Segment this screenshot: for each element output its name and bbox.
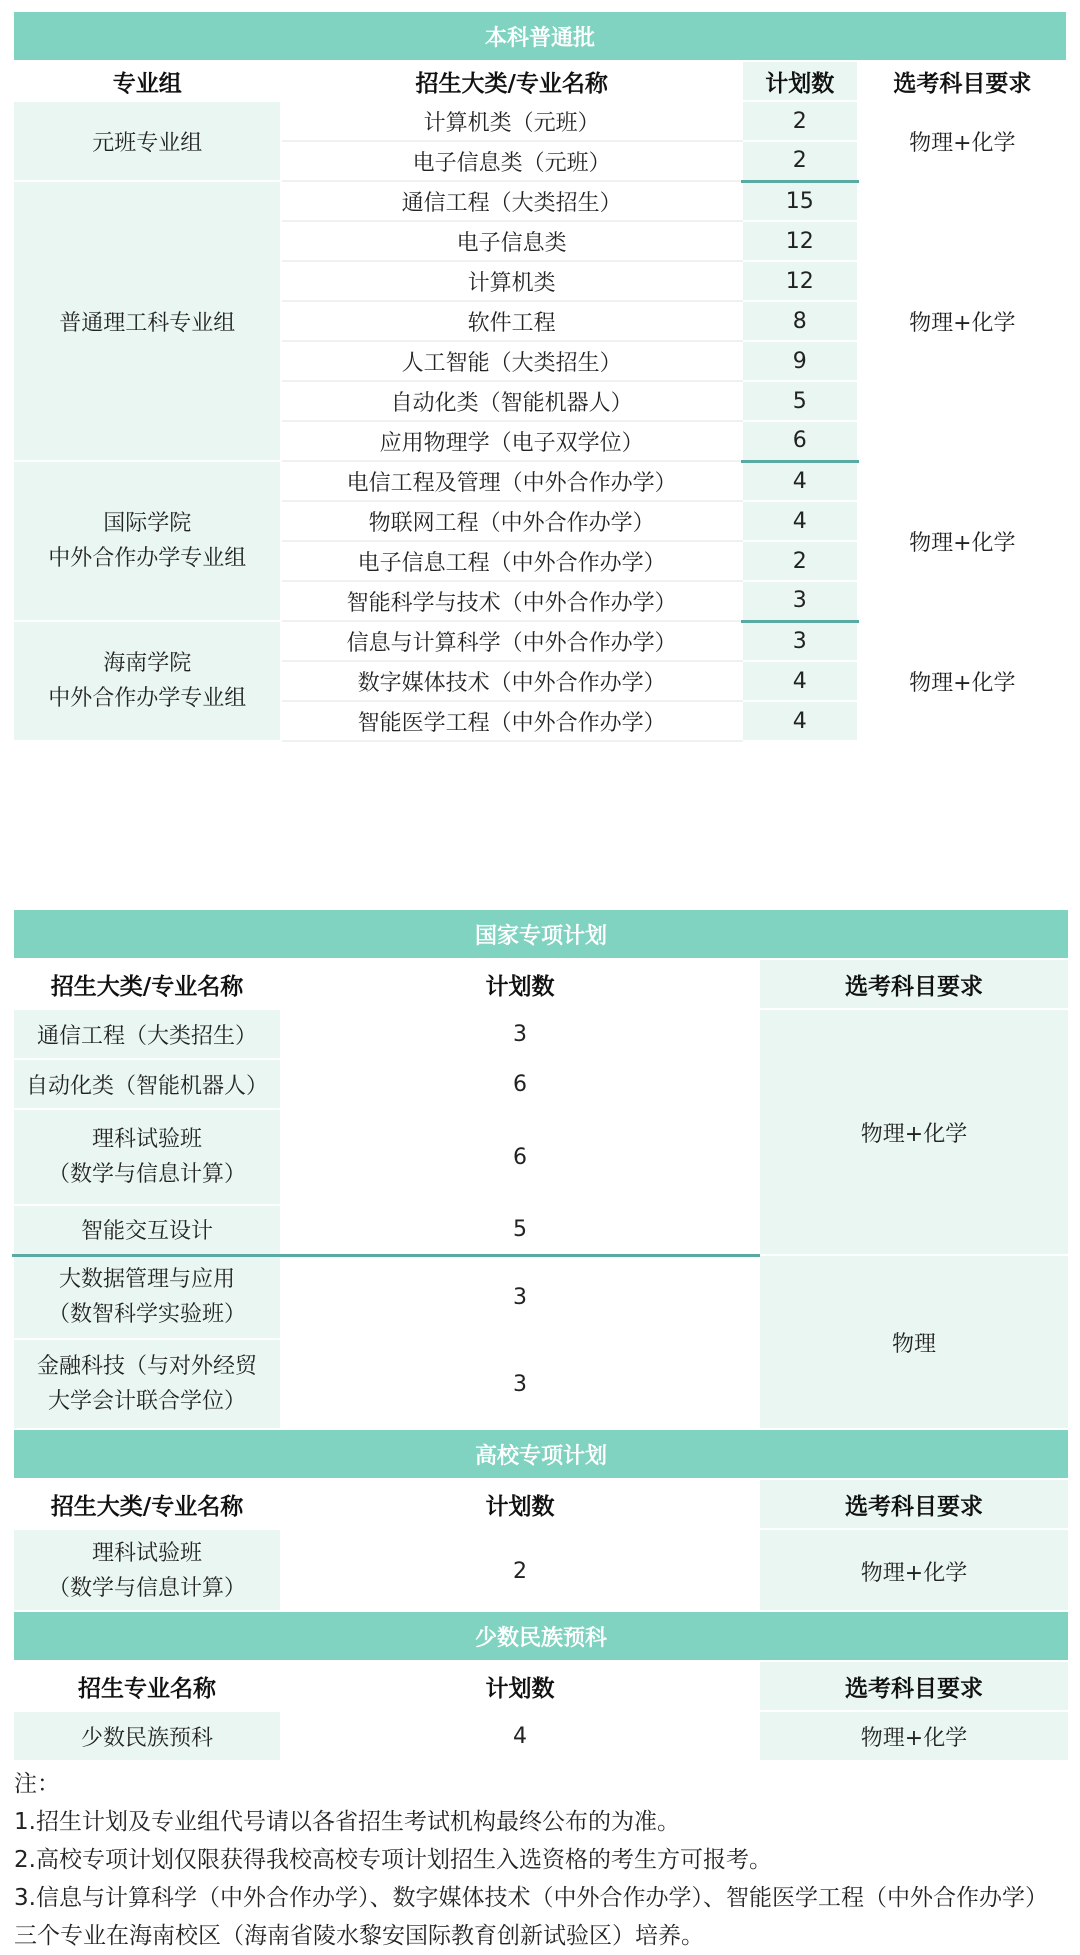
note-item: 3.信息与计算科学（中外合作办学）、数字媒体技术（中外合作办学）、智能医学工程（中外合作办学）三个专业在海南校区（海南省陵水黎安国际教育创新试验区）培养。 bbox=[14, 1885, 1048, 1949]
header-requirement: 选考科目要求 bbox=[759, 1661, 1069, 1711]
major-name: 电信工程及管理（中外合作办学） bbox=[281, 461, 742, 501]
group-international-college bbox=[13, 461, 1067, 621]
regular-batch-table bbox=[12, 10, 1068, 742]
plan-count: 6 bbox=[281, 1059, 759, 1109]
plan-count: 2 bbox=[281, 1529, 759, 1613]
header-major: 招生专业名称 bbox=[13, 1661, 281, 1711]
minority-preparatory-banner: 少数民族预科 bbox=[13, 1611, 1069, 1661]
university-special-plan-table bbox=[12, 1428, 1070, 1614]
major-name: 软件工程 bbox=[281, 301, 742, 341]
plan-count: 3 bbox=[742, 581, 858, 621]
group-name: 海南学院 中外合作办学专业组 bbox=[13, 621, 281, 741]
plan-count: 4 bbox=[742, 461, 858, 501]
plan-count: 5 bbox=[742, 381, 858, 421]
subject-requirement: 物理+化学 bbox=[759, 1711, 1069, 1761]
major-name: 信息与计算科学（中外合作办学） bbox=[281, 621, 742, 661]
major-name: 金融科技（与对外经贸 大学会计联合学位） bbox=[13, 1339, 281, 1429]
plan-count: 15 bbox=[742, 181, 858, 221]
header-group: 专业组 bbox=[13, 61, 281, 101]
major-name: 智能医学工程（中外合作办学） bbox=[281, 701, 742, 741]
major-name: 智能交互设计 bbox=[13, 1205, 281, 1255]
major-name: 电子信息工程（中外合作办学） bbox=[281, 541, 742, 581]
header-requirement: 选考科目要求 bbox=[858, 61, 1067, 101]
note-item: 2.高校专项计划仅限获得我校高校专项计划招生入选资格的考生方可报考。 bbox=[14, 1847, 772, 1873]
header-count: 计划数 bbox=[281, 1661, 759, 1711]
header-count: 计划数 bbox=[281, 1479, 759, 1529]
plan-count: 3 bbox=[742, 621, 858, 661]
plan-count: 3 bbox=[281, 1255, 759, 1339]
note-item: 1.招生计划及专业组代号请以各省招生考试机构最终公布的为准。 bbox=[14, 1809, 680, 1835]
minority-preparatory-table bbox=[12, 1610, 1070, 1762]
group-yuan-ban bbox=[13, 101, 1067, 181]
subject-requirement: 物理+化学 bbox=[858, 621, 1067, 741]
plan-count: 12 bbox=[742, 261, 858, 301]
major-name: 少数民族预科 bbox=[13, 1711, 281, 1761]
major-name: 自动化类（智能机器人） bbox=[281, 381, 742, 421]
national-special-plan-table bbox=[12, 908, 1070, 1430]
major-name: 大数据管理与应用 （数智科学实验班） bbox=[13, 1255, 281, 1339]
plan-count: 9 bbox=[742, 341, 858, 381]
header-count: 计划数 bbox=[281, 959, 759, 1009]
university-special-plan-banner: 高校专项计划 bbox=[13, 1429, 1069, 1479]
major-name: 理科试验班 （数学与信息计算） bbox=[13, 1529, 281, 1613]
major-name: 物联网工程（中外合作办学） bbox=[281, 501, 742, 541]
major-name: 智能科学与技术（中外合作办学） bbox=[281, 581, 742, 621]
subject-requirement: 物理+化学 bbox=[858, 101, 1067, 181]
subject-requirement: 物理+化学 bbox=[858, 461, 1067, 621]
plan-count: 12 bbox=[742, 221, 858, 261]
group-name: 元班专业组 bbox=[13, 101, 281, 181]
plan-count: 4 bbox=[742, 661, 858, 701]
notes-heading: 注： bbox=[14, 1771, 60, 1797]
group-name: 国际学院 中外合作办学专业组 bbox=[13, 461, 281, 621]
plan-count: 3 bbox=[281, 1009, 759, 1059]
major-name: 通信工程（大类招生） bbox=[281, 181, 742, 221]
major-name: 理科试验班 （数学与信息计算） bbox=[13, 1109, 281, 1205]
header-requirement: 选考科目要求 bbox=[759, 959, 1069, 1009]
header-major: 招生大类/专业名称 bbox=[13, 959, 281, 1009]
notes-section bbox=[14, 1765, 1066, 1955]
major-name: 计算机类（元班） bbox=[281, 101, 742, 141]
national-special-plan-banner: 国家专项计划 bbox=[13, 909, 1069, 959]
major-name: 计算机类 bbox=[281, 261, 742, 301]
regular-batch-banner: 本科普通批 bbox=[13, 11, 1067, 61]
major-name: 通信工程（大类招生） bbox=[13, 1009, 281, 1059]
major-name: 电子信息类（元班） bbox=[281, 141, 742, 181]
plan-count: 3 bbox=[281, 1339, 759, 1429]
subject-requirement: 物理+化学 bbox=[759, 1529, 1069, 1613]
plan-count: 4 bbox=[281, 1711, 759, 1761]
header-major: 招生大类/专业名称 bbox=[13, 1479, 281, 1529]
plan-count: 8 bbox=[742, 301, 858, 341]
plan-count: 2 bbox=[742, 141, 858, 181]
major-name: 电子信息类 bbox=[281, 221, 742, 261]
plan-count: 4 bbox=[742, 501, 858, 541]
group-hainan-college bbox=[13, 621, 1067, 741]
plan-count: 4 bbox=[742, 701, 858, 741]
header-requirement: 选考科目要求 bbox=[759, 1479, 1069, 1529]
group-general-engineering bbox=[13, 181, 1067, 461]
plan-count: 5 bbox=[281, 1205, 759, 1255]
major-name: 人工智能（大类招生） bbox=[281, 341, 742, 381]
header-major: 招生大类/专业名称 bbox=[281, 61, 742, 101]
header-count: 计划数 bbox=[742, 61, 858, 101]
plan-count: 2 bbox=[742, 541, 858, 581]
subject-requirement: 物理+化学 bbox=[858, 181, 1067, 461]
major-name: 应用物理学（电子双学位） bbox=[281, 421, 742, 461]
plan-count: 6 bbox=[281, 1109, 759, 1205]
plan-count: 2 bbox=[742, 101, 858, 141]
major-name: 数字媒体技术（中外合作办学） bbox=[281, 661, 742, 701]
subject-requirement: 物理 bbox=[759, 1255, 1069, 1429]
subject-requirement: 物理+化学 bbox=[759, 1009, 1069, 1255]
group-name: 普通理工科专业组 bbox=[13, 181, 281, 461]
plan-count: 6 bbox=[742, 421, 858, 461]
major-name: 自动化类（智能机器人） bbox=[13, 1059, 281, 1109]
